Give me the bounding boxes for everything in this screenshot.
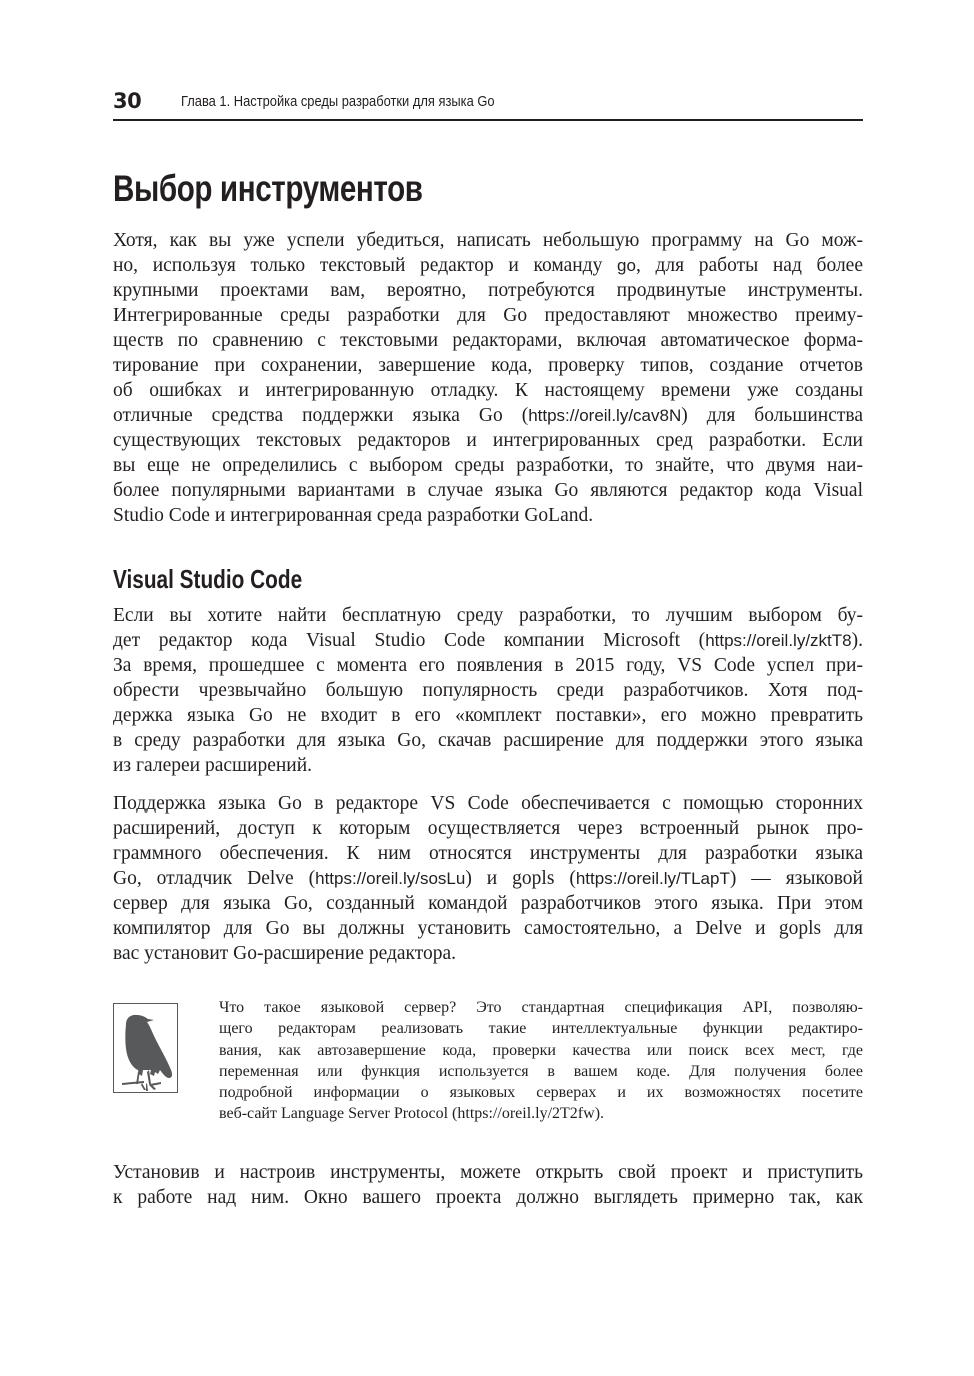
subsection-title: Visual Studio Code [113, 564, 303, 594]
text-segment: но, используя только текстовый редактор и команду [113, 255, 618, 276]
page-number: 30 [113, 89, 142, 113]
text-line: держка языка Go не входит в его «комплект поставки», его можно превратить [113, 705, 863, 726]
text-line: ществ по сравнению с текстовыми редакторами, включая автоматическое форма- [113, 330, 863, 351]
text-line: крупными проектами вам, вероятно, потребуются продвинутые инструменты. [113, 280, 863, 301]
crow-icon [113, 1003, 178, 1093]
url-link[interactable]: https://oreil.ly/cav8N [528, 406, 682, 425]
text-line: Studio Code и интегрированная среда разработки GoLand. [113, 505, 594, 526]
inline-code: go [617, 256, 636, 275]
text-segment: дет редактор кода Visual Studio Code компании Microsoft ( [113, 630, 706, 651]
text-line [113, 403, 863, 428]
section-title: Выбор инструментов [113, 168, 423, 209]
vscode-paragraph-2 [113, 791, 863, 966]
text-line [113, 866, 863, 891]
text-line: обрести чрезвычайно большую популярность среди разработчиков. Хотя под- [113, 680, 863, 701]
text-line [113, 253, 863, 278]
header-rule [113, 119, 863, 121]
url-link[interactable]: https://oreil.ly/TLapT [575, 869, 730, 888]
text-line: в среду разработки для языка Go, скачав расширение для поддержки этого языка [113, 730, 863, 751]
text-segment: , для работы над более [635, 255, 863, 276]
text-segment: ) для большинства [681, 405, 863, 426]
text-line: тирование при сохранении, завершение кода, проверку типов, создание отчетов [113, 355, 863, 376]
text-line: переменная или функция используется в вашем коде. Для получения более [219, 1062, 863, 1080]
url-link[interactable]: https://oreil.ly/sosLu [315, 869, 466, 888]
text-line: Что такое языковой сервер? Это стандартная спецификация API, позволяю- [219, 999, 863, 1016]
text-line: веб-сайт Language Server Protocol (https://oreil.ly/2T2fw). [219, 1105, 605, 1123]
text-line: расширений, доступ к которым осуществляется через встроенный рынок про- [113, 818, 863, 839]
text-line: За время, прошедшее с момента его появления в 2015 году, VS Code успел при- [113, 655, 863, 676]
chapter-title: Глава 1. Настройка среды разработки для языка Go [181, 93, 495, 110]
text-line: более популярными вариантами в случае языка Go являются редактор кода Visual [113, 480, 863, 501]
vscode-paragraph-3 [113, 1160, 863, 1210]
text-line [113, 628, 863, 653]
text-line: сервер для языка Go, созданный командой разработчиков этого языка. При этом [113, 893, 863, 914]
text-line: вас установит Go-расширение редактора. [113, 943, 457, 964]
note-box [113, 1000, 863, 1130]
text-line: граммного обеспечения. К ним относятся инструменты для разработки языка [113, 843, 863, 864]
text-line: подробной информации о языковых серверах и их возможностях посетите [219, 1084, 863, 1102]
url-link[interactable]: https://oreil.ly/zktT8 [705, 631, 852, 650]
text-segment: ) — языковой [729, 868, 863, 889]
section-paragraph-1 [113, 228, 863, 528]
text-line: существующих текстовых редакторов и интегрированных сред разработки. Если [113, 430, 863, 451]
text-line: Хотя, как вы уже успели убедиться, написать небольшую программу на Go мож- [113, 230, 863, 251]
text-segment: ) и gopls ( [465, 868, 576, 889]
text-line: Поддержка языка Go в редакторе VS Code обеспечивается с помощью сторонних [113, 793, 863, 814]
text-line: об ошибках и интегрированную отладку. К настоящему времени уже созданы [113, 380, 863, 401]
text-line: из галереи расширений. [113, 755, 313, 776]
text-line: Установив и настроив инструменты, можете открыть свой проект и приступить [113, 1162, 863, 1183]
text-line: вы еще не определились с выбором среды разработки, то знайте, что двумя наи- [113, 455, 863, 476]
text-line: Если вы хотите найти бесплатную среду разработки, то лучшим выбором бу- [113, 605, 863, 626]
text-segment: Go, отладчик Delve ( [113, 868, 316, 889]
note-text [219, 997, 863, 1125]
text-line: компилятор для Go вы должны установить самостоятельно, а Delve и gopls для [113, 918, 863, 939]
text-line: вания, как автозавершение кода, проверки качества или поиск всех мест, где [219, 1041, 863, 1059]
text-segment: ). [851, 630, 863, 651]
running-head [113, 86, 863, 120]
vscode-paragraph-1 [113, 603, 863, 778]
text-line: щего редакторам реализовать такие интеллектуальные функции редактиро- [219, 1020, 863, 1038]
text-line: к работе над ним. Окно вашего проекта должно выглядеть примерно так, как [113, 1187, 863, 1208]
text-line: Интегрированные среды разработки для Go предоставляют множество преиму- [113, 305, 863, 326]
text-segment: отличные средства поддержки языка Go ( [113, 405, 529, 426]
